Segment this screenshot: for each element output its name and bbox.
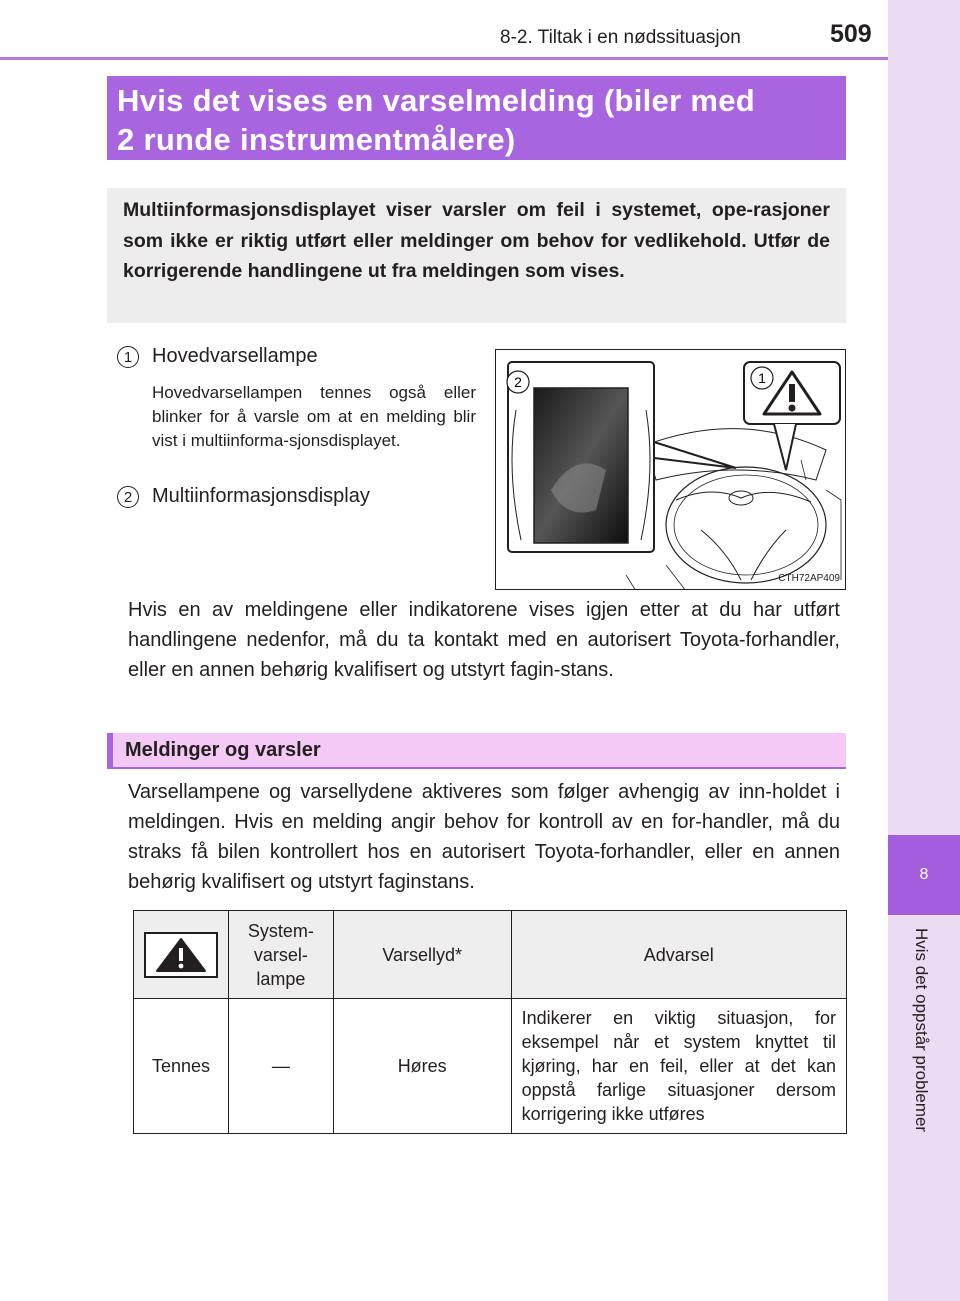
section-title: 8-2. Tiltak i en nødssituasjon [500, 27, 741, 48]
chapter-label: Hvis det oppstår problemer [912, 928, 931, 1133]
header-system-lamp-line1: System- [247, 920, 314, 941]
exclamation-bar [789, 384, 795, 402]
table-header-row [134, 911, 847, 999]
warning-behaviour-paragraph: Varsellampene og varsellydene aktiveres som følger avhengig av inn-holdet i meldingen. Hvis en melding angir behov for kontroll av en for-handler, må du straks få bilen kontrollert hos en autorisert Toyota-forhandler, eller en annen behørig kvalifisert og utstyrt faginstans. [128, 781, 840, 893]
table-row [134, 999, 847, 1134]
callout-2-label: 2 [514, 374, 522, 390]
header-warning: Advarsel [511, 911, 846, 999]
instrument-cluster-illustration [495, 349, 846, 590]
item-title-multi-display: Multiinformasjonsdisplay [152, 485, 370, 507]
item-number-badge: 2 [117, 486, 139, 508]
subheading-text: Meldinger og varsler [125, 739, 321, 761]
dealer-contact-paragraph: Hvis en av meldingene eller indikatorene vises igjen etter at du har utført handlingene nedenfor, må du ta kontakt med en autorisert Toyota-forhandler, eller en annen behørig kvalifisert og utstyrt fagin-stans. [128, 599, 840, 681]
callout-1-label: 1 [758, 370, 766, 386]
cell-sound-state: Høres [333, 999, 511, 1134]
cell-system-state: — [228, 999, 333, 1134]
item-number-badge: 1 [117, 346, 139, 368]
master-warning-icon [144, 932, 218, 978]
header-system-lamp-line3: lampe [256, 968, 306, 989]
header-rule [0, 57, 888, 60]
item-description: Hovedvarsellampen tennes også eller blinker for å varsle om at en melding blir vist i multiinforma-sjonsdisplayet. [152, 383, 476, 450]
side-tab-background [888, 0, 960, 835]
page-number: 509 [830, 20, 872, 48]
header-warning-sound: Varsellyd* [333, 911, 511, 999]
intro-summary: Multiinformasjonsdisplayet viser varsler om feil i systemet, ope-rasjoner som ikke er riktig utført eller meldinger om behov for vedlikehold. Utfør de korrigerende handlingene ut fra meldingen som vises. [107, 188, 846, 323]
cell-master-state: Tennes [134, 999, 229, 1134]
chapter-tab[interactable] [888, 835, 960, 915]
header-master-warning-icon [134, 911, 229, 999]
figure-code: CTH72AP409 [778, 573, 840, 584]
subheading-messages [107, 733, 846, 769]
warning-table [133, 910, 847, 1134]
header-system-lamp-line2: varsel- [253, 944, 308, 965]
cluster-drawing [496, 350, 846, 590]
item-title-master-warning: Hovedvarsellampe [152, 345, 318, 367]
chapter-number: 8 [919, 866, 929, 883]
header-system-lamp [228, 911, 333, 999]
section-heading [107, 76, 846, 160]
heading-line-1: Hvis det vises en varselmelding (biler med [117, 83, 756, 118]
heading-line-2: 2 runde instrumentmålere) [117, 122, 516, 157]
cell-warning-text: Indikerer en viktig situasjon, for eksempel når et system knyttet til kjøring, har en feil, eller at det kan oppstå farlige situasjoner dersom korrigering ikke utføres [511, 999, 846, 1134]
